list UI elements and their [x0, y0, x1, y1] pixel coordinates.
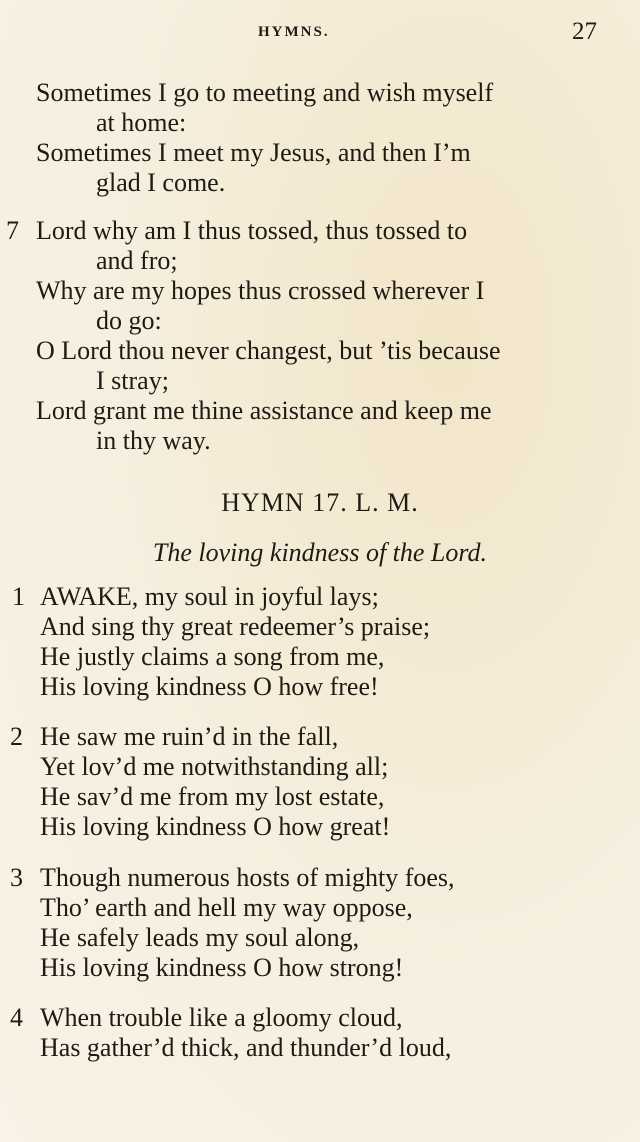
page-header — [0, 18, 640, 48]
hymn-title: HYMN 17. L. M. — [221, 488, 419, 517]
verse-line: His loving kindness O how strong! — [40, 953, 404, 982]
verse-line: His loving kindness O how free! — [40, 672, 379, 701]
verse-line: in thy way. — [96, 426, 211, 455]
verse-line: AWAKE, my soul in joyful lays; — [40, 582, 379, 611]
verse-line: He sav’d me from my lost estate, — [40, 782, 385, 811]
stanza-number: 7 — [6, 216, 19, 245]
verse-line: His loving kindness O how great! — [40, 812, 391, 841]
verse-line: And sing thy great redeemer’s praise; — [40, 612, 431, 641]
verse-line: Lord grant me thine assistance and keep me — [36, 396, 492, 425]
verse-line: and fro; — [96, 246, 178, 275]
verse-line: Has gather’d thick, and thunder’d loud, — [40, 1033, 452, 1062]
stanza-number: 3 — [10, 863, 23, 892]
hymn-subtitle: The loving kindness of the Lord. — [152, 538, 488, 567]
verse-line: I stray; — [96, 366, 169, 395]
verse-line: O Lord thou never changest, but ’tis because — [36, 336, 501, 365]
verse-line: Yet lov’d me notwithstanding all; — [40, 752, 389, 781]
verse-line: He saw me ruin’d in the fall, — [40, 722, 339, 751]
verse-line: When trouble like a gloomy cloud, — [40, 1003, 403, 1032]
verse-line: do go: — [96, 306, 162, 335]
verse-line: Why are my hopes thus crossed wherever I — [36, 276, 485, 305]
verse-line: Lord why am I thus tossed, thus tossed to — [36, 216, 468, 245]
verse-line: glad I come. — [96, 168, 226, 197]
verse-line: at home: — [96, 108, 187, 137]
verse-line: Though numerous hosts of mighty foes, — [40, 863, 455, 892]
verse-line: He safely leads my soul along, — [40, 923, 360, 952]
stanza-number: 1 — [12, 582, 25, 611]
verse-line: Sometimes I go to meeting and wish myself — [36, 78, 494, 107]
stanza-number: 4 — [10, 1003, 23, 1032]
stanza-number: 2 — [10, 722, 23, 751]
verse-line: Sometimes I meet my Jesus, and then I’m — [36, 138, 471, 167]
verse-line: He justly claims a song from me, — [40, 642, 385, 671]
page-number: 27 — [572, 18, 597, 45]
verse-line: Tho’ earth and hell my way oppose, — [40, 893, 413, 922]
running-title: HYMNS. — [258, 24, 330, 40]
